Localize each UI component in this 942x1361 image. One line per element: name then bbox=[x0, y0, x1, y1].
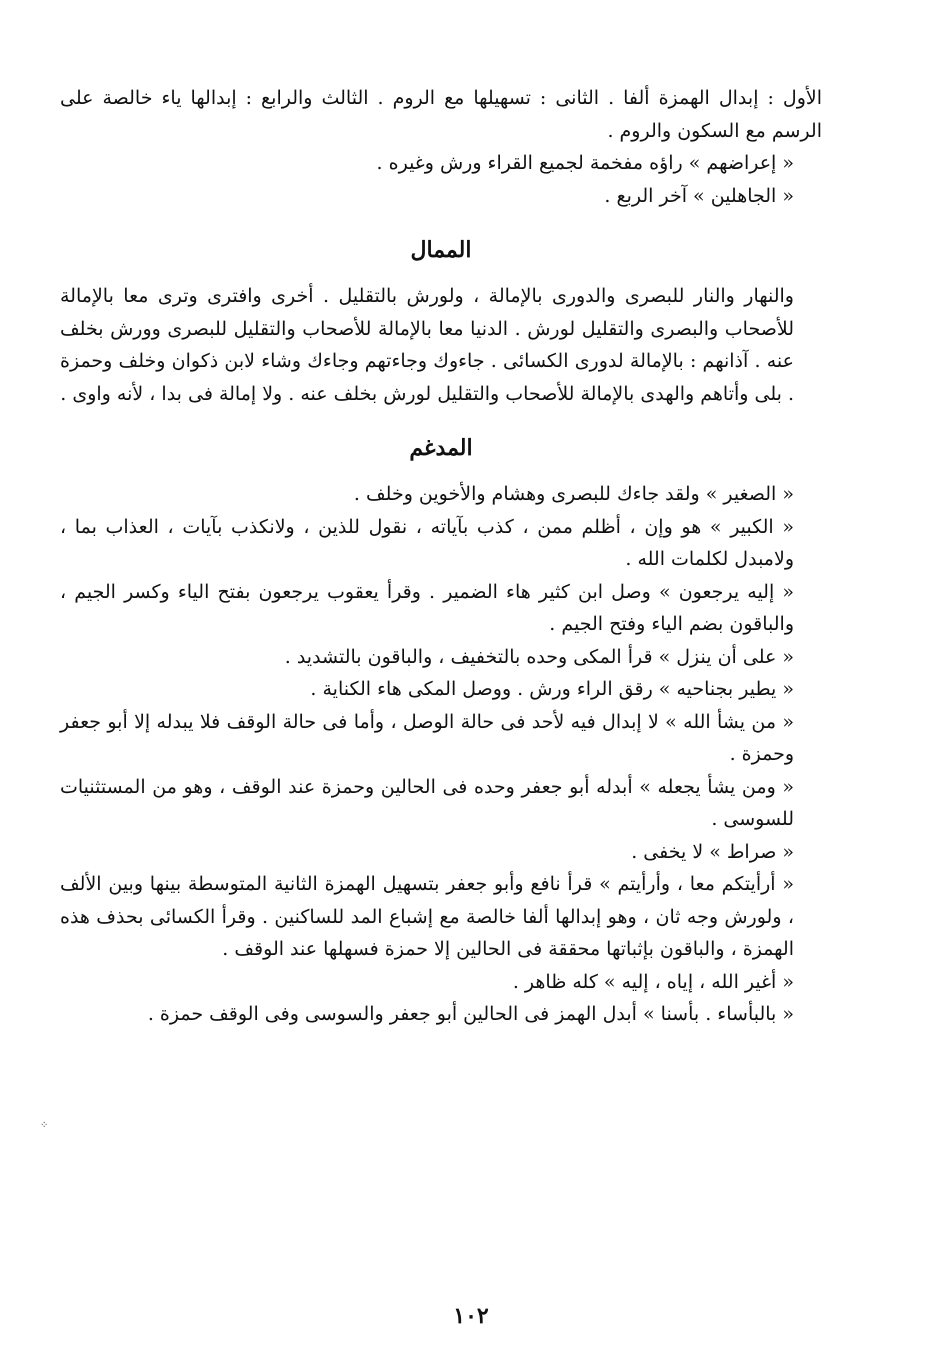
intro-paragraph-2: « إعراضهم » راؤه مفخمة لجميع القراء ورش وغيره . bbox=[376, 152, 794, 174]
intro-paragraph-1: الأول : إبدال الهمزة ألفا . الثانى : تسهيلها مع الروم . الثالث والرابع : إبدالها ياء خالصة على الرسم مع السكون والروم . bbox=[60, 87, 822, 142]
section-heading-idgham: المدغم bbox=[409, 435, 473, 461]
idgham-paragraph-11: « بالبأساء . بأسنا » أبدل الهمز فى الحالين أبو جعفر والسوسى وفى الوقف حمزة . bbox=[147, 1003, 794, 1025]
idgham-paragraph-1: « الصغير » ولقد جاءك للبصرى وهشام والأخوين وخلف . bbox=[353, 483, 794, 505]
section-heading-imala: الممال bbox=[410, 237, 472, 263]
idgham-paragraph-9: « أرأيتكم معا ، وأرأيتم » قرأ نافع وأبو جعفر بتسهيل الهمزة الثانية المتوسطة بينها وبين الألف ، ولورش وجه ثان ، وهو إبدالها ألفا خالصة مع إشباع المد للساكنين . وقرأ الكسائى بحذف هذه الهمزة ، والباقون بإثباتها محققة فى الحالين إلا حمزة فسهلها عند الوقف . bbox=[60, 873, 794, 960]
idgham-paragraph-4: « على أن ينزل » قرأ المكى وحده بالتخفيف ، والباقون بالتشديد . bbox=[284, 645, 794, 668]
idgham-paragraph-8: « صراط » لا يخفى . bbox=[631, 840, 794, 863]
page-body bbox=[60, 82, 822, 1031]
idgham-paragraph-2: « الكبير » هو وإن ، أظلم ممن ، كذب بآياته ، نقول للذين ، ولانكذب بآيات ، العذاب بما ، ولامبدل لكلمات الله . bbox=[60, 515, 794, 570]
idgham-paragraph-10: « أغير الله ، إياه ، إليه » كله ظاهر . bbox=[512, 970, 794, 993]
idgham-paragraph-3: « إليه يرجعون » وصل ابن كثير هاء الضمير . وقرأ يعقوب يرجعون بفتح الياء وكسر الجيم ، والباقون بضم الياء وفتح الجيم . bbox=[60, 580, 794, 635]
margin-mark: ⁘ bbox=[40, 1120, 49, 1131]
idgham-paragraph-5: « يطير بجناحيه » رقق الراء ورش . ووصل المكى هاء الكناية . bbox=[310, 678, 794, 700]
page-number: ١٠٢ bbox=[453, 1303, 489, 1329]
intro-paragraph-3: « الجاهلين » آخر الربع . bbox=[604, 184, 794, 207]
idgham-paragraph-7: « ومن يشأ يجعله » أبدله أبو جعفر وحده فى الحالين وحمزة عند الوقف ، وهو من المستثنيات للسوسى . bbox=[60, 775, 794, 830]
idgham-paragraph-6: « من يشأ الله » لا إبدال فيه لأحد فى حالة الوصل ، وأما فى حالة الوقف فلا يبدله إلا أبو جعفر وحمزة . bbox=[60, 710, 794, 765]
imala-paragraph: والنهار والنار للبصرى والدورى بالإمالة ، ولورش بالتقليل . أخرى وافترى وترى معا بالإمالة للأصحاب والبصرى والتقليل لورش . الدنيا معا بالإمالة للأصحاب والتقليل للبصرى وورش بخلف عنه . آذانهم : بالإمالة لدورى الكسائى . جاءوك وجاءتهم وجاءك وشاء لابن ذكوان وخلف وحمزة . بلى وأتاهم والهدى بالإمالة للأصحاب والتقليل لورش بخلف عنه . ولا إمالة فى بدا ، لأنه واوى . bbox=[60, 285, 794, 405]
